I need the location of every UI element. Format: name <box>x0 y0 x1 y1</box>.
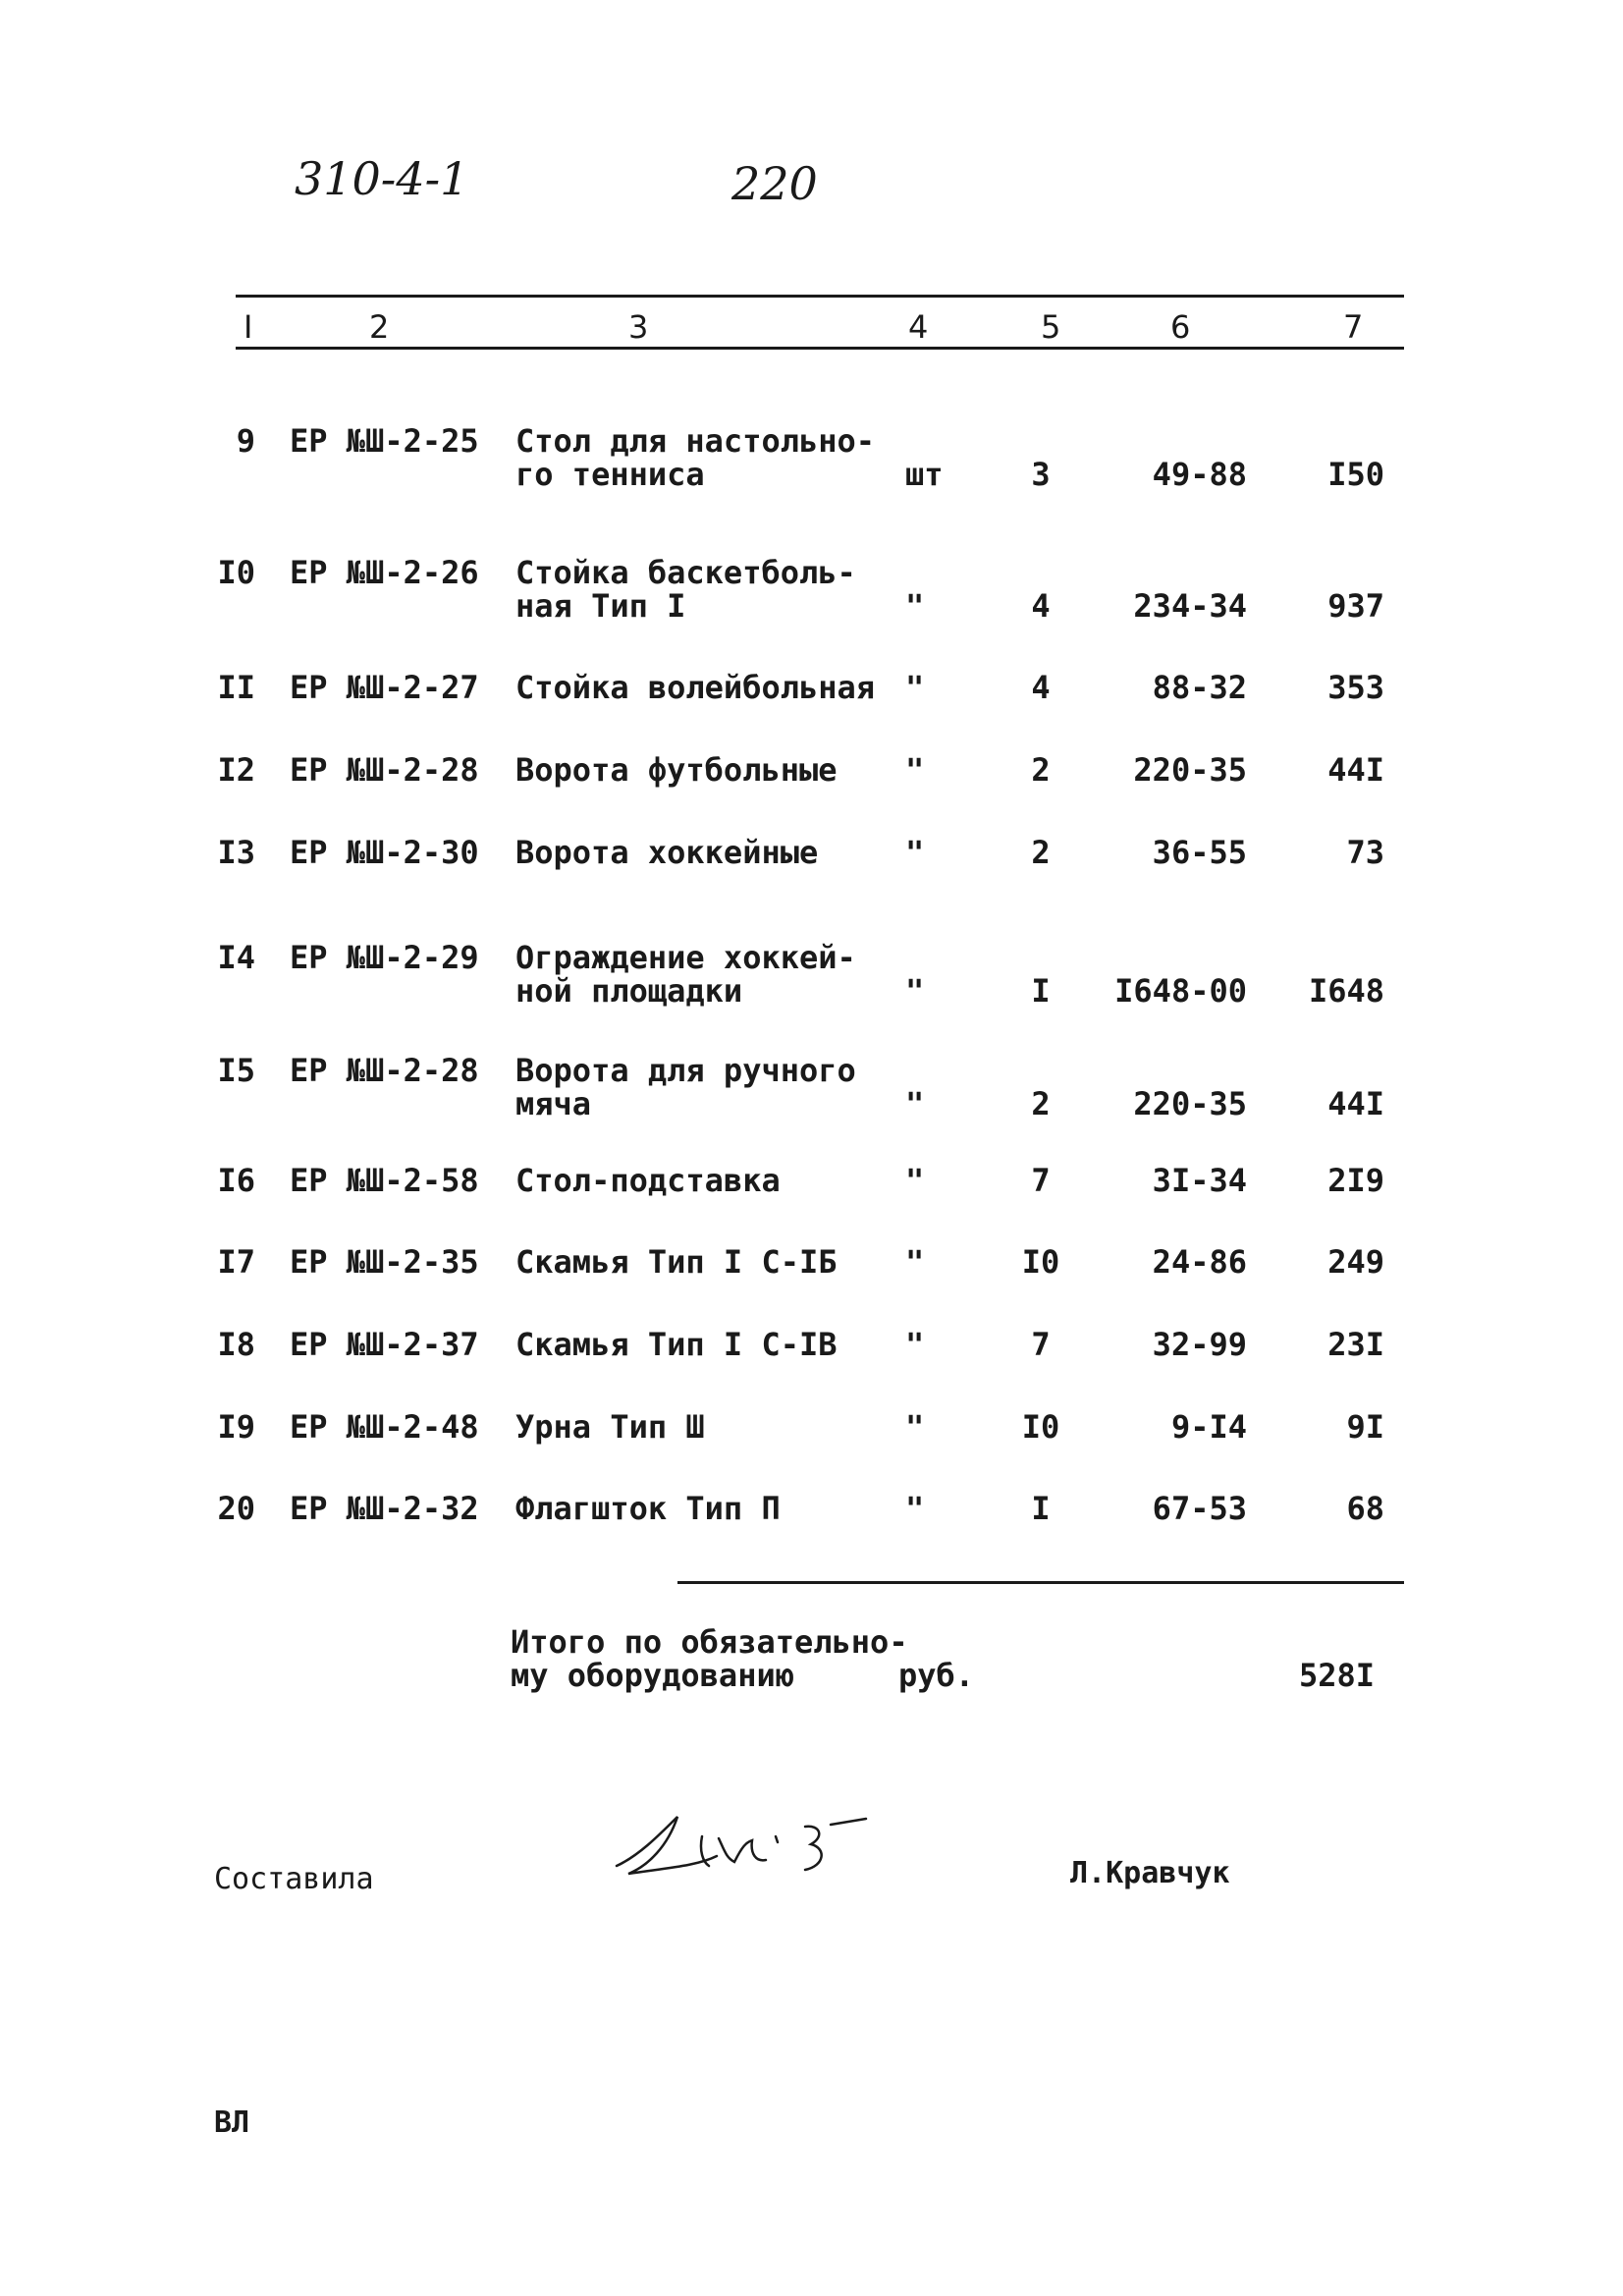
row-number: I3 <box>217 834 255 871</box>
row-sum: 44I <box>1327 1085 1384 1122</box>
row-unit: шт <box>905 456 944 493</box>
signer-name: Л.Кравчук <box>1070 1856 1230 1890</box>
row-name: Стойка волейбольная <box>515 669 876 706</box>
row-name: Стойка баскетболь- ная Тип I <box>515 554 856 625</box>
row-price: 32-99 <box>1152 1326 1247 1363</box>
row-reference: ЕР №Ш-2-26 <box>290 554 479 591</box>
row-reference: ЕР №Ш-2-30 <box>290 834 479 871</box>
row-name: Стол для настольно- го тенниса <box>515 422 876 493</box>
row-reference: ЕР №Ш-2-37 <box>290 1326 479 1363</box>
row-price: 220-35 <box>1133 1085 1247 1122</box>
row-quantity: I <box>1031 972 1051 1010</box>
row-sum: 353 <box>1327 669 1384 706</box>
row-sum: 249 <box>1327 1243 1384 1281</box>
row-reference: ЕР №Ш-2-28 <box>290 751 479 789</box>
row-name: Скамья Тип I С-IВ <box>515 1326 838 1363</box>
row-quantity: 4 <box>1031 587 1051 625</box>
row-name: Ворота футбольные <box>515 751 838 789</box>
row-unit: " <box>905 1490 925 1527</box>
row-sum: 68 <box>1346 1490 1384 1527</box>
row-quantity: I <box>1031 1490 1051 1527</box>
row-sum: I648 <box>1308 972 1384 1010</box>
row-name: Ворота хоккейные <box>515 834 819 871</box>
row-sum: 937 <box>1327 587 1384 625</box>
row-sum: 73 <box>1346 834 1384 871</box>
row-number: I4 <box>217 939 255 976</box>
row-price: 24-86 <box>1152 1243 1247 1281</box>
row-sum: 44I <box>1327 751 1384 789</box>
row-price: 3I-34 <box>1152 1162 1247 1199</box>
row-reference: ЕР №Ш-2-27 <box>290 669 479 706</box>
row-reference: ЕР №Ш-2-58 <box>290 1162 479 1199</box>
corner-mark: ВЛ <box>214 2105 250 2140</box>
row-reference: ЕР №Ш-2-28 <box>290 1052 479 1089</box>
row-price: I648-00 <box>1114 972 1247 1010</box>
row-unit: " <box>905 1326 925 1363</box>
total-rule <box>677 1581 1404 1584</box>
page-number: 220 <box>731 157 818 210</box>
row-sum: I50 <box>1327 456 1384 493</box>
row-quantity: 4 <box>1031 669 1051 706</box>
row-price: 220-35 <box>1133 751 1247 789</box>
row-price: 49-88 <box>1152 456 1247 493</box>
row-quantity: 7 <box>1031 1162 1051 1199</box>
column-header-3: 3 <box>628 308 649 346</box>
row-quantity: 2 <box>1031 1085 1051 1122</box>
row-unit: " <box>905 669 925 706</box>
table-header-rule <box>236 347 1404 350</box>
column-header-7: 7 <box>1343 308 1364 346</box>
row-quantity: I0 <box>1021 1243 1060 1281</box>
row-reference: ЕР №Ш-2-32 <box>290 1490 479 1527</box>
column-header-6: 6 <box>1170 308 1191 346</box>
row-unit: " <box>905 1243 925 1281</box>
row-price: 67-53 <box>1152 1490 1247 1527</box>
row-reference: ЕР №Ш-2-29 <box>290 939 479 976</box>
row-quantity: 3 <box>1031 456 1051 493</box>
total-label: Итого по обязательно- му оборудованию <box>511 1623 908 1694</box>
row-number: I8 <box>217 1326 255 1363</box>
row-number: I7 <box>217 1243 255 1281</box>
row-name: Ограждение хоккей- ной площадки <box>515 939 856 1010</box>
total-sum: 528I <box>1298 1657 1375 1694</box>
row-sum: 2I9 <box>1327 1162 1384 1199</box>
row-quantity: 2 <box>1031 751 1051 789</box>
row-name: Урна Тип Ш <box>515 1408 705 1446</box>
table-top-rule <box>236 295 1404 298</box>
column-header-1: I <box>243 308 253 346</box>
row-name: Стол-подставка <box>515 1162 781 1199</box>
row-number: I9 <box>217 1408 255 1446</box>
row-number: I0 <box>217 554 255 591</box>
row-unit: " <box>905 972 925 1010</box>
row-number: I2 <box>217 751 255 789</box>
document-code: 310-4-1 <box>295 152 469 205</box>
row-quantity: I0 <box>1021 1408 1060 1446</box>
row-unit: " <box>905 751 925 789</box>
column-header-2: 2 <box>369 308 390 346</box>
row-price: 234-34 <box>1133 587 1247 625</box>
row-number: I6 <box>217 1162 255 1199</box>
row-number: 20 <box>217 1490 255 1527</box>
signature-mark <box>609 1797 874 1905</box>
row-price: 9-I4 <box>1170 1408 1247 1446</box>
total-unit: руб. <box>898 1657 975 1694</box>
row-number: 9 <box>236 422 255 460</box>
row-name: Флагшток Тип П <box>515 1490 781 1527</box>
column-header-4: 4 <box>908 308 929 346</box>
row-reference: ЕР №Ш-2-25 <box>290 422 479 460</box>
row-price: 88-32 <box>1152 669 1247 706</box>
row-unit: " <box>905 1085 925 1122</box>
compiled-by-label: Составила <box>214 1862 374 1896</box>
row-number: I5 <box>217 1052 255 1089</box>
row-unit: " <box>905 834 925 871</box>
row-number: II <box>217 669 255 706</box>
row-sum: 23I <box>1327 1326 1384 1363</box>
row-unit: " <box>905 1408 925 1446</box>
row-reference: ЕР №Ш-2-48 <box>290 1408 479 1446</box>
row-reference: ЕР №Ш-2-35 <box>290 1243 479 1281</box>
row-name: Скамья Тип I С-IБ <box>515 1243 838 1281</box>
row-quantity: 2 <box>1031 834 1051 871</box>
row-name: Ворота для ручного мяча <box>515 1052 856 1122</box>
row-quantity: 7 <box>1031 1326 1051 1363</box>
column-header-5: 5 <box>1041 308 1061 346</box>
row-unit: " <box>905 1162 925 1199</box>
row-sum: 9I <box>1346 1408 1384 1446</box>
row-price: 36-55 <box>1152 834 1247 871</box>
row-unit: " <box>905 587 925 625</box>
